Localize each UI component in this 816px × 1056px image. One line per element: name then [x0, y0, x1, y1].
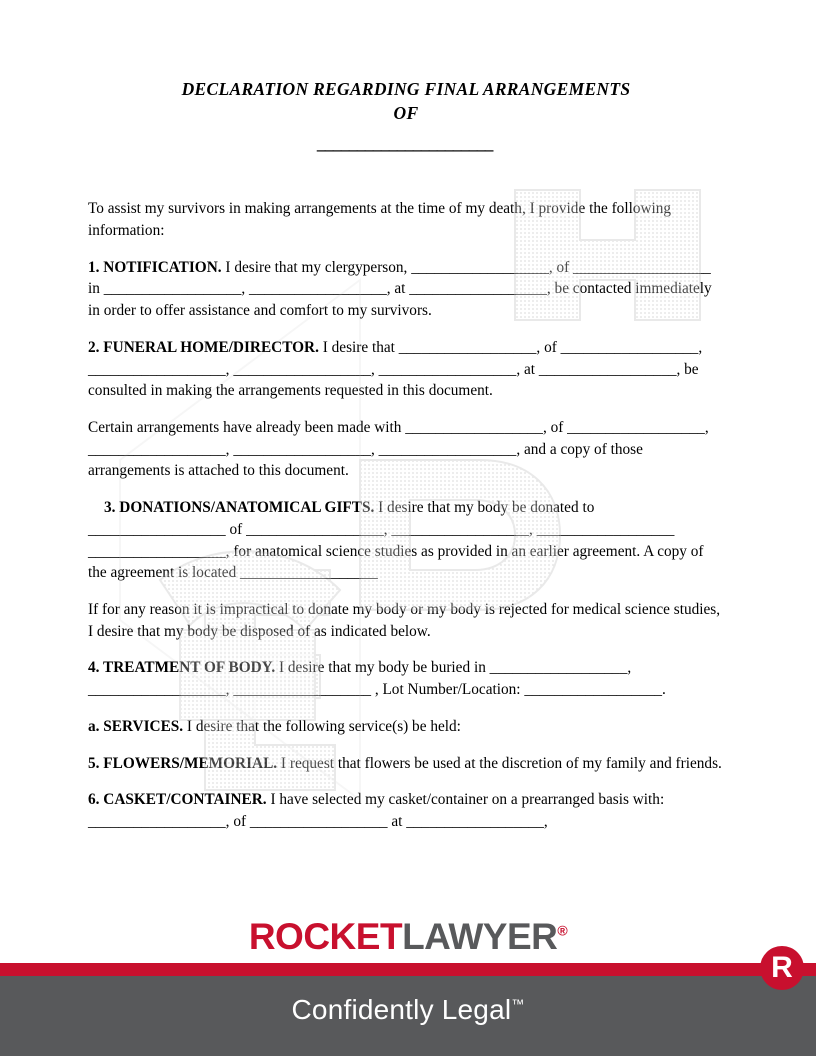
paragraph-text: I request that flowers be used at the discretion of my family and friends.: [277, 754, 722, 772]
brand-name-rocket: ROCKET: [248, 916, 403, 957]
paragraph-text: I desire that __________________, of __________________, __________________, __________________, __________________, at __________________, be consulted in making the arrangements requested in this document.: [88, 338, 703, 400]
trademark-icon: ™: [511, 996, 525, 1012]
paragraph-donations-anatomical-gifts: [88, 497, 724, 584]
section-lead: 5. FLOWERS/MEMORIAL.: [88, 754, 278, 772]
section-lead: 6. CASKET/CONTAINER.: [88, 791, 267, 809]
paragraph-flowers-memorial: [88, 753, 724, 775]
footer-tagline: [0, 994, 816, 1026]
section-lead: 3. DONATIONS/ANATOMICAL GIFTS.: [104, 499, 375, 517]
paragraph-text: I have selected my casket/container on a prearranged basis with: __________________, of __________________ at __________________,: [88, 791, 665, 830]
tagline-text: Confidently Legal: [291, 994, 512, 1025]
brand-name-lawyer: LAWYER: [402, 916, 558, 957]
paragraph-casket-container: [88, 789, 724, 832]
registered-trademark-icon: ®: [557, 922, 568, 939]
section-lead: 4. TREATMENT OF BODY.: [88, 659, 276, 677]
paragraph-impractical-donation: [88, 599, 724, 642]
title-line-2: OF: [393, 102, 419, 123]
rocket-lawyer-badge-icon: R: [760, 946, 804, 990]
paragraph-prior-arrangements: [88, 417, 724, 482]
document-body: [88, 78, 724, 848]
paragraph-text: Certain arrangements have already been made with __________________, of __________________, __________________, __________________, __________________, and a copy of those arrangements is attached to this document.: [88, 418, 709, 480]
section-lead: 2. FUNERAL HOME/DIRECTOR.: [88, 338, 319, 356]
paragraph-text: I desire that the following service(s) be held:: [183, 717, 461, 735]
paragraph-text: I desire that my body be donated to __________________ of __________________, __________________, __________________ __________________, for anatomical science studies as provided in an earlier agreement. A copy of the agreement is located __________________: [88, 499, 704, 582]
section-lead: 1. NOTIFICATION.: [88, 258, 222, 276]
paragraph-treatment-of-body: [88, 657, 724, 700]
title-name-blank: ______________________: [318, 134, 494, 154]
paragraph-notification: [88, 257, 724, 322]
paragraph-text: I desire that my body be buried in __________________, __________________, __________________ , Lot Number/Location: __________________.: [88, 659, 666, 699]
rocket-lawyer-logo: [0, 916, 816, 958]
section-lead: a. SERVICES.: [88, 717, 184, 735]
title-line-1: DECLARATION REGARDING FINAL ARRANGEMENTS: [181, 79, 631, 99]
paragraph-funeral-home-director: [88, 337, 724, 402]
paragraph-intro: [88, 198, 724, 241]
footer-red-bar: [0, 963, 816, 976]
paragraph-text: If for any reason it is impractical to donate my body or my body is rejected for medical science studies, I desire that my body be disposed of as indicated below.: [88, 600, 721, 640]
paragraph-services: [88, 716, 724, 738]
paragraph-text: I desire that my clergyperson, __________________, of __________________ in __________________, __________________, at __________________, be contacted immediately in order to offer assistance and comfort to my survivors.: [88, 258, 712, 320]
paragraph-text: To assist my survivors in making arrangements at the time of my death, I provide the following information:: [88, 200, 672, 239]
document-title: [88, 78, 724, 156]
